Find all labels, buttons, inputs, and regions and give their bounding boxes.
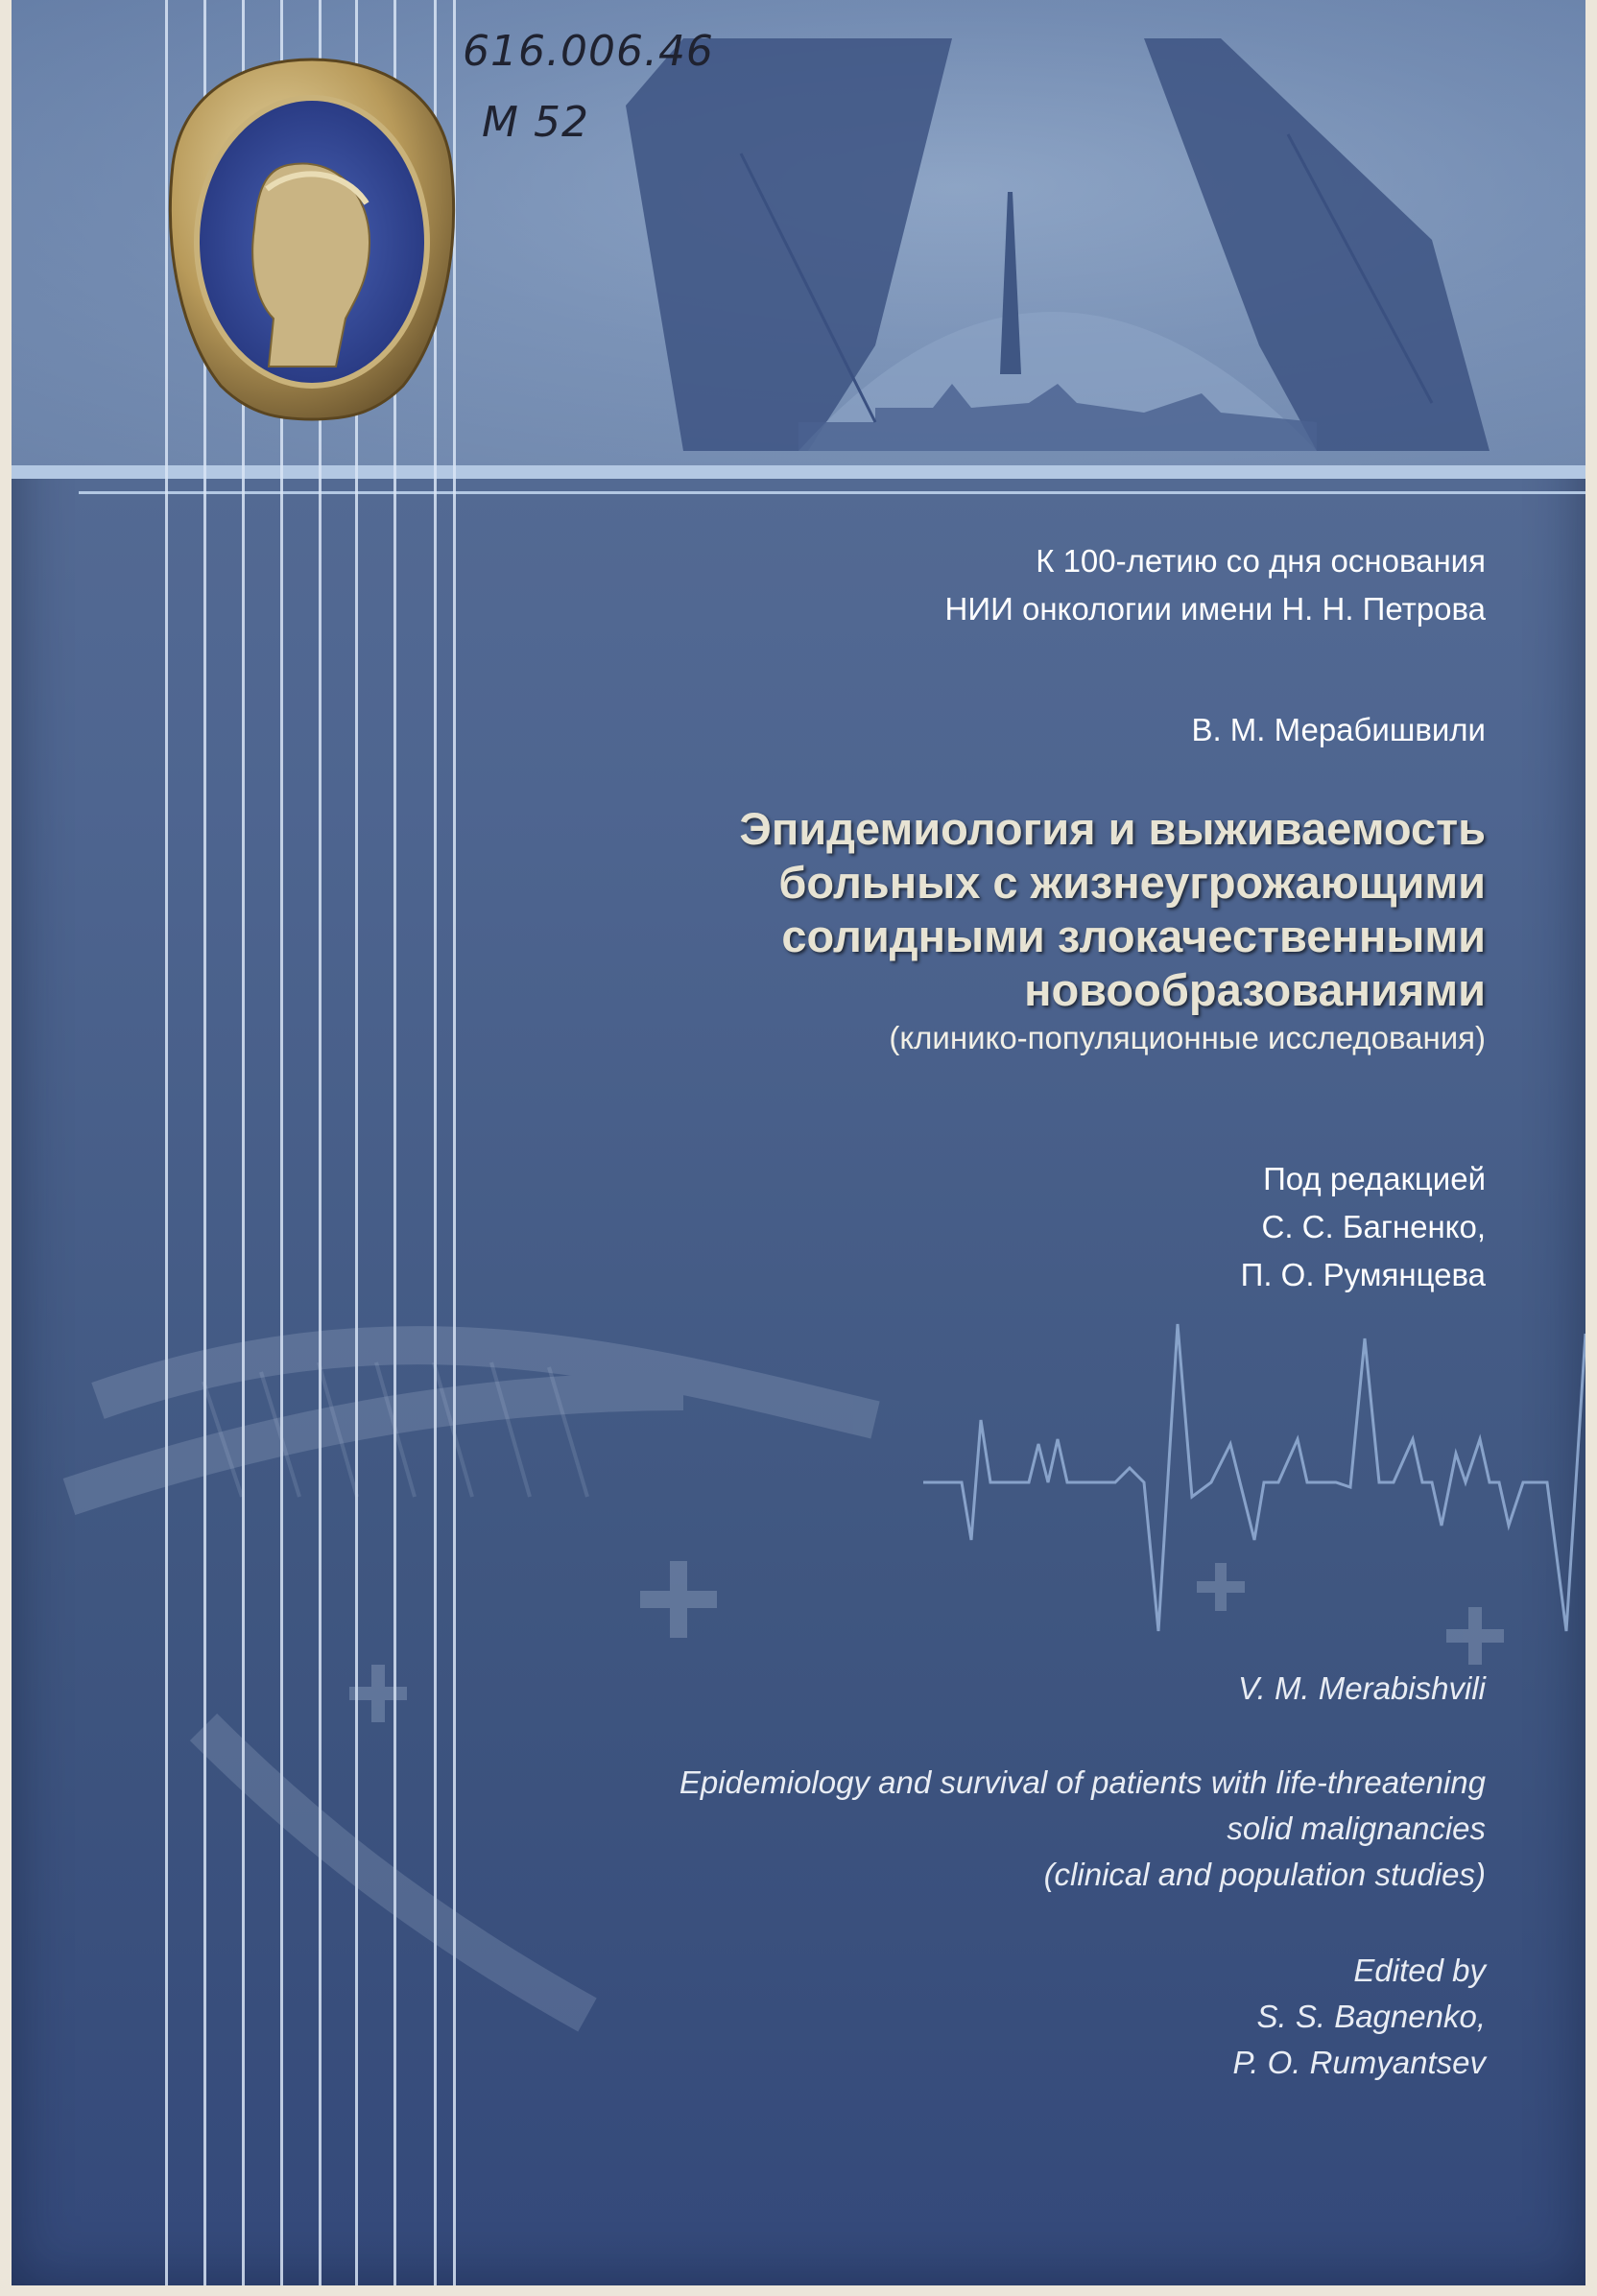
title-ru-block [739,802,1486,1059]
author-ru: В. М. Мерабишвили [1191,712,1486,747]
title-ru-subtitle: (клинико-популяционные исследования) [889,1020,1486,1055]
editors-en-label: Edited by [1353,1953,1486,1988]
library-shelf-mark: 616.006.46 [463,27,714,76]
title-ru-line-2: больных с жизнеугрожающими [778,857,1486,908]
editors-ru-label: Под редакцией [1263,1161,1486,1196]
title-en-line-3: (clinical and population studies) [1043,1857,1486,1892]
dedication-block [945,537,1486,633]
title-en-line-2: solid malignancies [1227,1811,1486,1846]
editor-en-1: S. S. Bagnenko, [1256,1999,1486,2034]
editor-ru-2: П. О. Румянцева [1240,1257,1486,1292]
title-ru-line-1: Эпидемиология и выживаемость [739,803,1486,854]
title-en-block [679,1760,1486,1898]
editor-en-2: P. O. Rumyantsev [1232,2045,1486,2080]
editors-ru-block [1241,1155,1486,1299]
title-en-line-1: Epidemiology and survival of patients with life-threatening [679,1764,1486,1800]
author-en: V. M. Merabishvili [1238,1670,1486,1706]
editor-ru-1: С. С. Багненко, [1261,1209,1486,1244]
ecg-line [923,1324,1585,1631]
title-ru-line-4: новообразованиями [1024,964,1486,1015]
library-call-number: М 52 [482,98,589,147]
dedication-line-2: НИИ онкологии имени Н. Н. Петрова [944,591,1486,627]
title-ru-line-3: солидными злокачественными [781,911,1486,961]
editors-en-block [1232,1948,1486,2086]
dedication-line-1: К 100-летию со дня основания [1036,543,1486,579]
institute-badge [154,50,470,424]
book-cover [12,0,1585,2285]
